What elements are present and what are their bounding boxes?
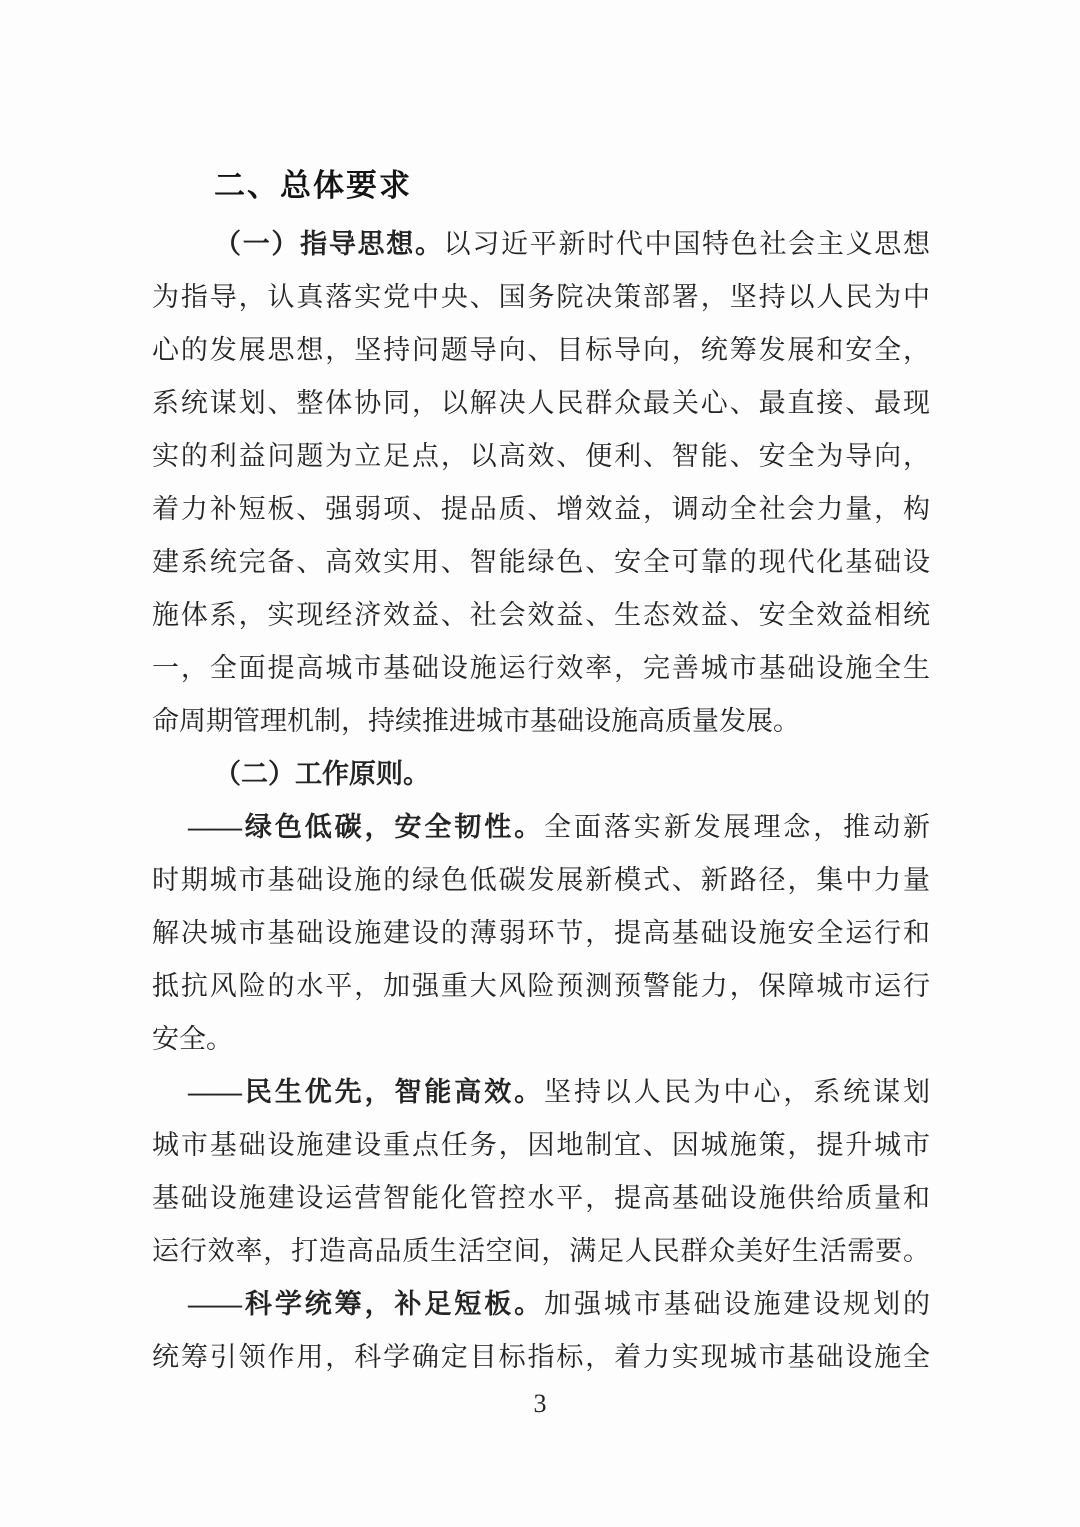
- text-line: [152, 324, 930, 377]
- text-line: [152, 960, 930, 1013]
- emphasis-text: （一）指导思想。: [214, 229, 444, 259]
- body-text: 命周期管理机制，持续推进城市基础设施高质量发展。: [152, 706, 800, 736]
- body-text: 一，全面提高城市基础设施运行效率，完善城市基础设施全生: [152, 653, 930, 683]
- text-line: [152, 642, 930, 695]
- text-line: [152, 377, 930, 430]
- body-text: 城市基础设施建设重点任务，因地制宜、因城施策，提升城市: [152, 1130, 930, 1160]
- body-text: 着力补短板、强弱项、提品质、增效益，调动全社会力量，构: [152, 494, 930, 524]
- text-line: [152, 695, 930, 748]
- text-line: [152, 430, 930, 483]
- text-line: [152, 1172, 930, 1225]
- body-text: 坚持以人民为中心，系统谋划: [544, 1077, 931, 1107]
- page-number: 3: [533, 1389, 547, 1418]
- body-text: 基础设施建设运营智能化管控水平，提高基础设施供给质量和: [152, 1183, 930, 1213]
- text-line: [152, 536, 930, 589]
- body-text: 建系统完备、高效实用、智能绿色、安全可靠的现代化基础设: [152, 547, 930, 577]
- text-line: [152, 1225, 930, 1278]
- body-text: 为指导，认真落实党中央、国务院决策部署，坚持以人民为中: [152, 282, 930, 312]
- text-line: [152, 854, 930, 907]
- body-text: 时期城市基础设施的绿色低碳发展新模式、新路径，集中力量: [152, 865, 930, 895]
- text-line: [152, 907, 930, 960]
- text-line: [152, 801, 930, 854]
- text-line: [152, 589, 930, 642]
- emphasis-text: ——绿色低碳，安全韧性。: [188, 812, 545, 842]
- body-text: 抵抗风险的水平，加强重大风险预测预警能力，保障城市运行: [152, 971, 930, 1001]
- body-text: 实的利益问题为立足点，以高效、便利、智能、安全为导向，: [152, 441, 930, 471]
- body-text: 施体系，实现经济效益、社会效益、生态效益、安全效益相统: [152, 600, 930, 630]
- body-text: 全面落实新发展理念，推动新: [544, 812, 931, 842]
- text-line: [152, 483, 930, 536]
- document-body: [152, 218, 930, 1384]
- body-text: 加强城市基础设施建设规划的: [544, 1289, 931, 1319]
- emphasis-text: ——民生优先，智能高效。: [188, 1077, 545, 1107]
- body-text: 以习近平新时代中国特色社会主义思想: [443, 229, 931, 259]
- text-line: [152, 1331, 930, 1384]
- emphasis-text: （二）工作原则。: [214, 759, 430, 789]
- emphasis-text: ——科学统筹，补足短板。: [188, 1289, 545, 1319]
- text-line: [152, 1119, 930, 1172]
- body-text: 心的发展思想，坚持问题导向、目标导向，统筹发展和安全，: [152, 335, 930, 365]
- text-line: [152, 748, 930, 801]
- text-line: [152, 1066, 930, 1119]
- body-text: 解决城市基础设施建设的薄弱环节，提高基础设施安全运行和: [152, 918, 930, 948]
- body-text: 系统谋划、整体协同，以解决人民群众最关心、最直接、最现: [152, 388, 930, 418]
- text-line: [152, 1013, 930, 1066]
- document-content: [152, 162, 930, 1384]
- text-line: [152, 271, 930, 324]
- text-line: [152, 218, 930, 271]
- section-heading: 二、总体要求: [214, 168, 412, 203]
- text-line: [152, 1278, 930, 1331]
- body-text: 统筹引领作用，科学确定目标指标，着力实现城市基础设施全: [152, 1342, 930, 1372]
- body-text: 运行效率，打造高品质生活空间，满足人民群众美好生活需要。: [152, 1236, 930, 1266]
- body-text: 安全。: [152, 1024, 233, 1054]
